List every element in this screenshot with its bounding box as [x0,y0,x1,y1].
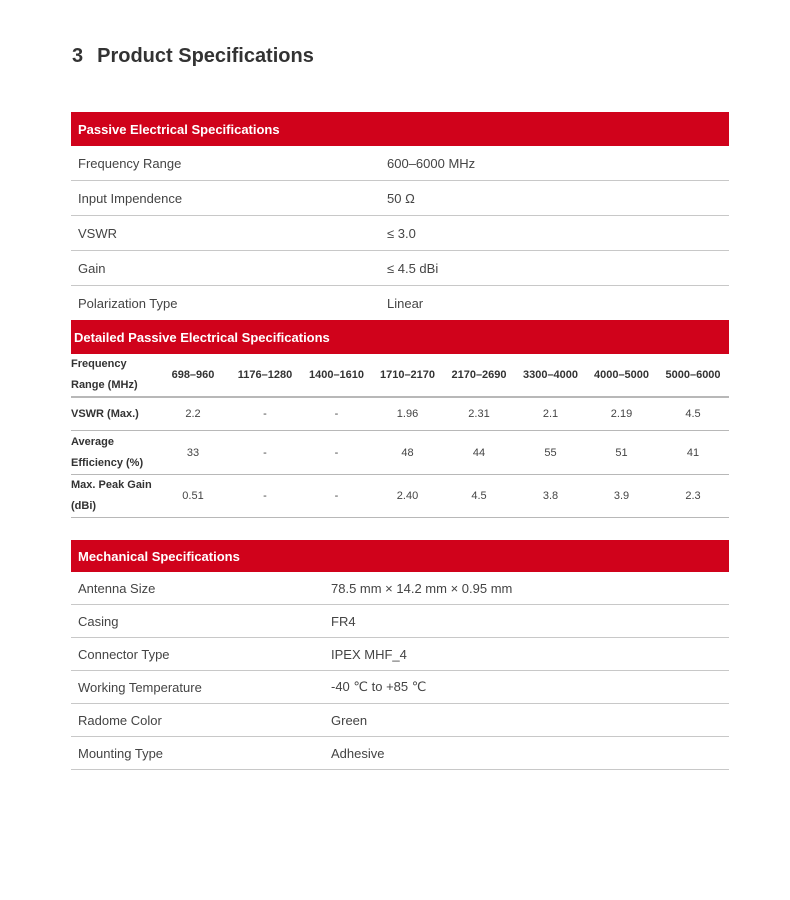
spec-label: Casing [71,605,331,638]
spec-label: Polarization Type [78,295,178,311]
table-row [71,638,729,671]
cell-value: 48 [372,431,443,475]
cell-value: - [301,431,372,475]
spec-label: Gain [71,251,387,286]
band-column-header: 4000–5000 [586,354,657,397]
spec-label: Working Temperature [71,671,331,704]
table-row [71,431,729,475]
spec-value: ≤ 3.0 [387,216,729,251]
band-column-header: 1400–1610 [301,354,372,397]
cell-value: 4.5 [443,475,515,518]
table-row [71,397,729,431]
spec-label: Connector Type [71,638,331,671]
cell-value: 3.9 [586,475,657,518]
cell-value: 2.3 [657,475,729,518]
table-row [71,737,729,770]
spec-label: VSWR [71,216,387,251]
spec-value: FR4 [331,605,729,638]
cell-value: - [301,475,372,518]
cell-value: 0.51 [157,475,229,518]
spec-value: 78.5 mm × 14.2 mm × 0.95 mm [331,572,729,605]
passive-electrical-table [71,112,729,320]
table-row [71,146,729,181]
cell-value: - [229,431,301,475]
cell-value: - [229,475,301,518]
spec-value: Green [331,704,729,737]
section-number: 3 [72,45,84,67]
section-title-text: Product Specifications [97,45,314,67]
cell-value: - [301,397,372,431]
section-title [72,45,314,68]
cell-value: 3.8 [515,475,586,518]
cell-value: 51 [586,431,657,475]
mechanical-table [71,540,729,770]
detailed-passive-table [71,320,729,518]
mechanical-table-header: Mechanical Specifications [71,540,729,572]
spec-label: Input Impendence [71,181,387,216]
table-row [71,251,729,286]
spec-value: -40 ℃ to +85 ℃ [331,671,729,704]
cell-value: 33 [157,431,229,475]
spec-label: Radome Color [71,704,331,737]
cell-value: 4.5 [657,397,729,431]
spec-value: 600–6000 MHz [387,146,729,181]
band-column-header: 698–960 [157,354,229,397]
table-row [71,671,729,704]
band-column-header: 1710–2170 [372,354,443,397]
spec-value: Linear [387,295,424,311]
spec-value: Adhesive [331,737,729,770]
table-row [71,216,729,251]
spec-value: IPEX MHF_4 [331,638,729,671]
cell-value: 55 [515,431,586,475]
table-row [71,475,729,518]
row-label: VSWR (Max.) [71,397,157,431]
cell-value: 2.31 [443,397,515,431]
table-row [71,286,729,321]
table-row [71,181,729,216]
cell-value: - [229,397,301,431]
cell-value: 44 [443,431,515,475]
band-column-header: 1176–1280 [229,354,301,397]
cell-value: 2.1 [515,397,586,431]
table-row [71,605,729,638]
spec-value: ≤ 4.5 dBi [387,251,729,286]
table-row [71,572,729,605]
detailed-table-header: Detailed Passive Electrical Specifications [71,320,729,354]
band-column-header: 2170–2690 [443,354,515,397]
band-column-header: 3300–4000 [515,354,586,397]
cell-value: 1.96 [372,397,443,431]
band-column-header: 5000–6000 [657,354,729,397]
row-label: Max. Peak Gain (dBi) [71,475,157,518]
cell-value: 2.40 [372,475,443,518]
row-label: Average Efficiency (%) [71,431,157,475]
table-row [71,704,729,737]
spec-label: Mounting Type [71,737,331,770]
passive-table-header: Passive Electrical Specifications [71,112,729,146]
cell-value: 41 [657,431,729,475]
spec-label: Antenna Size [71,572,331,605]
band-header-row [71,354,729,397]
spec-value: 50 Ω [387,181,729,216]
band-label: Frequency Range (MHz) [71,354,157,397]
cell-value: 2.19 [586,397,657,431]
cell-value: 2.2 [157,397,229,431]
spec-label: Frequency Range [71,146,387,181]
